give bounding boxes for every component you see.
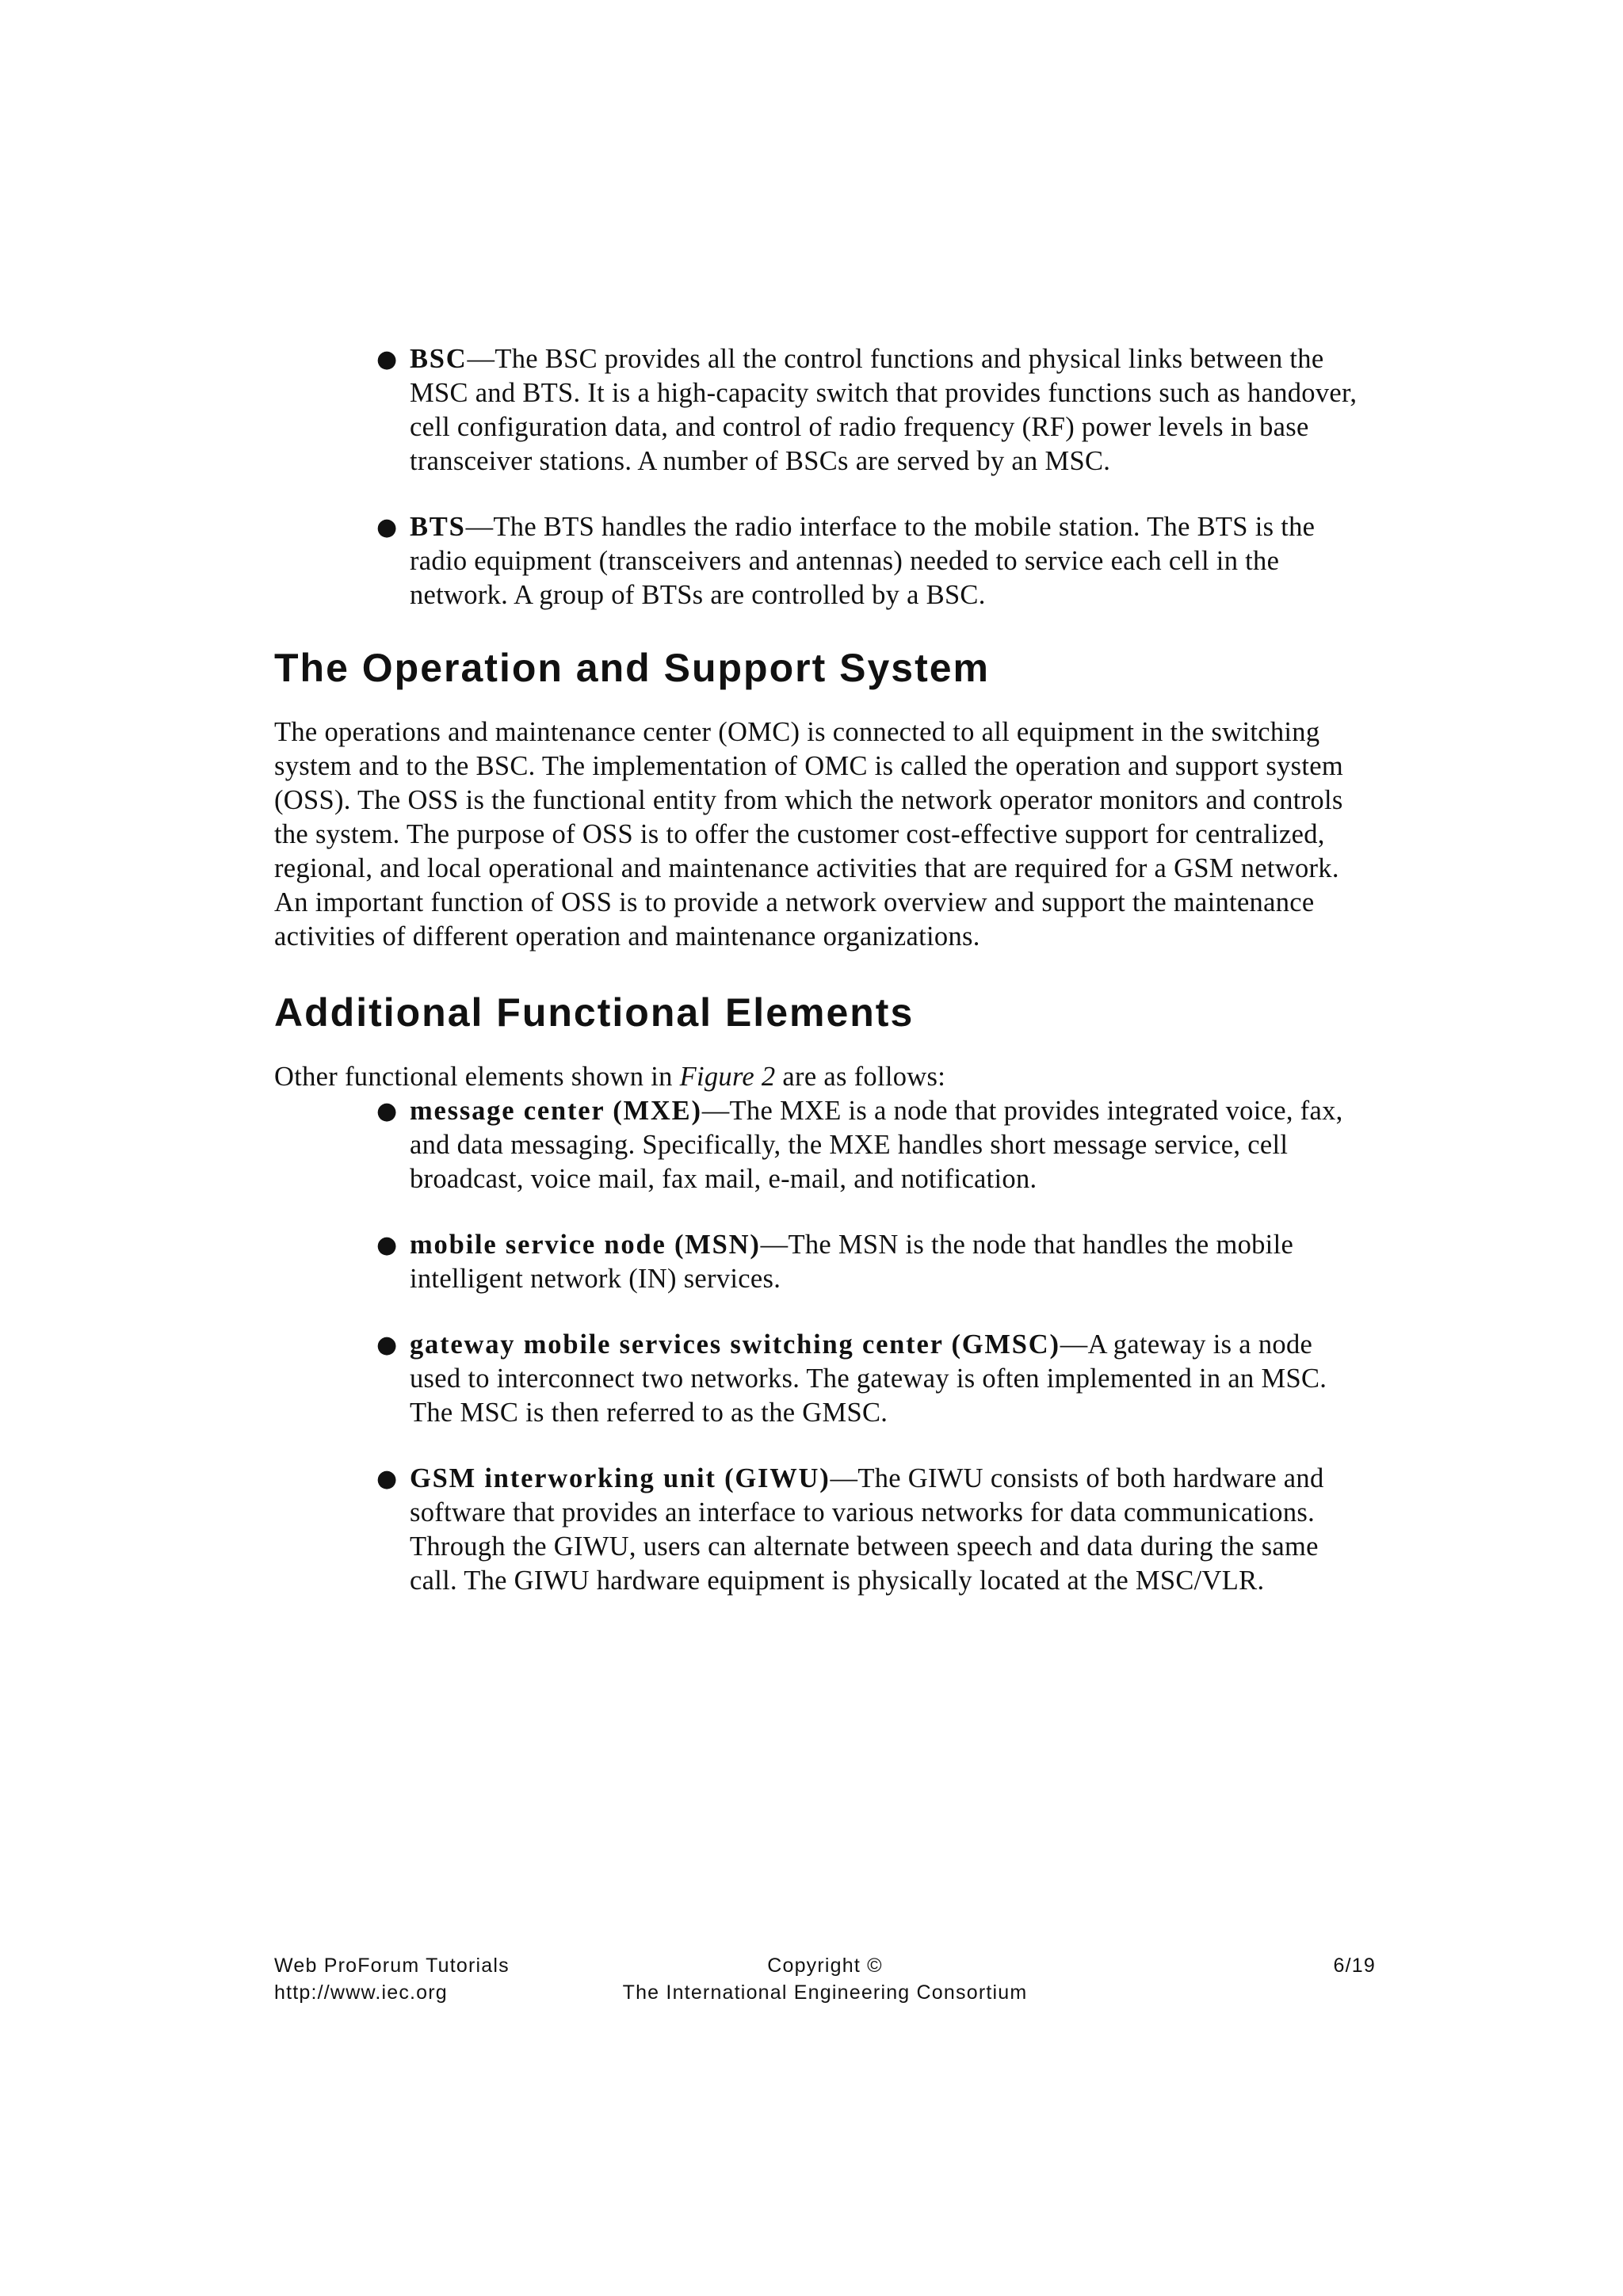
footer-copyright: Copyright © [767, 1955, 883, 1977]
footer-center [274, 1952, 1376, 2006]
footer-organization: The International Engineering Consortium [622, 1981, 1028, 2004]
definition-bsc: —The BSC provides all the control functions and physical links between the MSC and BTS. It is a high-capacity switch that provides functions such as handover, cell configuration data, and control of radio frequency (RF) power levels in base transceiver stations. A number of BSCs are served by an MSC. [410, 344, 1358, 476]
definition-bts: —The BTS handles the radio interface to the mobile station. The BTS is the radio equipment (transceivers and antennas) needed to service each cell in the network. A group of BTSs are controlled by a BSC. [410, 512, 1316, 610]
list-item [376, 1462, 1368, 1598]
bullet-icon: ● [376, 513, 398, 541]
list-item [376, 510, 1368, 612]
section-heading-oss: The Operation and Support System [274, 646, 990, 690]
bullet-list-network-subsystem [274, 342, 1368, 612]
definition-giwu: —The GIWU consists of both hardware and software that provides an interface to various networks for data communications. Through the GIWU, users can alternate between speech and data during the same call. The GIWU hardware equipment is physically located at the MSC/VLR. [410, 1463, 1324, 1596]
bullet-icon: ● [376, 1331, 398, 1359]
footer-page-number: 6/19 [1333, 1955, 1376, 1977]
bullet-icon: ● [376, 1231, 398, 1259]
term-mxe: message center (MXE) [410, 1096, 702, 1126]
list-item [376, 1094, 1368, 1196]
list-item [376, 1328, 1368, 1430]
bullet-icon: ● [376, 345, 398, 373]
figure-reference: Figure 2 [679, 1062, 776, 1092]
term-bts: BTS [410, 512, 466, 542]
term-giwu: GSM interworking unit (GIWU) [410, 1463, 831, 1493]
definition-msn: —The MSN is the node that handles the mobile intelligent network (IN) services. [410, 1230, 1294, 1294]
document-page [274, 342, 1368, 1598]
list-item [376, 1228, 1368, 1296]
bullet-list-additional-elements [274, 1094, 1368, 1598]
term-msn: mobile service node (MSN) [410, 1230, 761, 1260]
intro-text: Other functional elements shown in [274, 1062, 680, 1092]
intro-paragraph [274, 1060, 1368, 1094]
bullet-icon: ● [376, 1097, 398, 1125]
section-heading-additional-elements: Additional Functional Elements [274, 990, 915, 1035]
term-gmsc: gateway mobile services switching center (GMSC) [410, 1329, 1060, 1360]
page-footer [274, 1952, 1376, 2016]
footer-url: http://www.iec.org [274, 1981, 448, 2004]
section-paragraph-oss: The operations and maintenance center (OMC) is connected to all equipment in the switching system and to the BSC. The implementation of OMC is called the operation and support system (OSS). The OSS is the functional entity from which the network operator monitors and controls the system. The purpose of OSS is to offer the customer cost-effective support for centralized, regional, and local operational and maintenance activities that are required for a GSM network. An important function of OSS is to provide a network overview and support the maintenance activities of different operation and maintenance organizations. [274, 717, 1343, 952]
definition-gmsc: —A gateway is a node used to interconnect two networks. The gateway is often implemented in an MSC. The MSC is then referred to as the GMSC. [410, 1329, 1327, 1428]
bullet-icon: ● [376, 1465, 398, 1493]
list-item [376, 342, 1368, 479]
definition-mxe: —The MXE is a node that provides integrated voice, fax, and data messaging. Specifically, the MXE handles short message service, cell broadcast, voice mail, fax mail, e-mail, and notification. [410, 1096, 1343, 1194]
intro-text-end: are as follows: [775, 1062, 946, 1092]
term-bsc: BSC [410, 344, 468, 374]
footer-publication-name: Web ProForum Tutorials [274, 1955, 510, 1977]
